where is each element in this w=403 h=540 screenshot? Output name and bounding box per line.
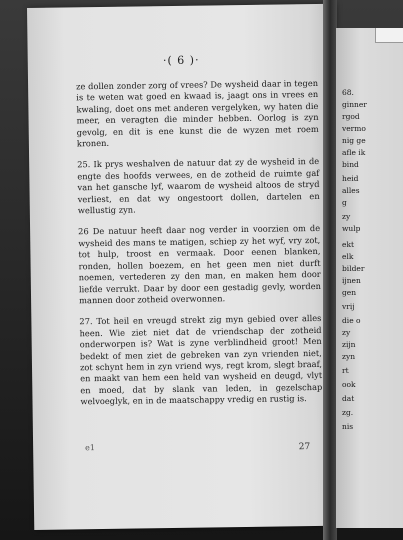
right-page-fragment: elk (342, 252, 354, 261)
right-page-fragment: rgod (342, 112, 360, 121)
page-footer-catchword: 27 (298, 442, 311, 453)
right-page-fragment: ook (342, 380, 356, 389)
right-page-fragment: alles (342, 186, 360, 195)
paragraph-25: 25. Ik prys weshalven de natuur dat zy de wysheid in de engte des hoofds verwees, en de zotheid de ruimte gaf van het gansche lyf, waarom de wysheid altoos de stryd verliest, en dat wy ongestoort dollen, dartelen en wellustig zyn. (77, 156, 320, 216)
right-page-fragment: die o (342, 316, 361, 325)
right-page-fragment: afle ik (342, 148, 366, 157)
page-footer-signature: e1 (85, 443, 96, 453)
page-corner (375, 28, 403, 43)
right-page-fragment: ekt (342, 240, 354, 249)
right-page-fragment: nis (342, 422, 354, 431)
page-body (76, 78, 323, 418)
right-page-fragment: zijn (342, 340, 356, 349)
right-page-fragment: 68. (342, 88, 354, 97)
right-page-fragment: gen (342, 288, 357, 297)
right-page-fragment: vrij (342, 302, 355, 311)
right-page-fragment: g (342, 198, 347, 207)
right-page-fragment: ginner (342, 100, 367, 109)
right-page-fragment: rt (342, 366, 349, 375)
paragraph-1: ze dollen zonder zorg of vrees? De wysheid daar in tegen is te weten wat goed en kwaad is, jaagt ons in vrees en kwaling, doet ons met anderen vergelyken, wy haten die meer, en veragten die minder hebben. Oorlog is zyn gevolg, en dit is ene kunst die de wyzen met roem kronen. (76, 77, 319, 149)
right-page-fragment: zg. (342, 408, 354, 417)
book-gutter (323, 0, 337, 540)
right-page-fragment: dat (342, 394, 355, 403)
right-page-fragment: nig ge (342, 136, 366, 145)
right-page-fragment: bilder (342, 264, 365, 273)
paragraph-26: 26 De natuur heeft daar nog verder in voorzien om de wysheid des mans te matigen, schiep zy het wyf, vry zot, tot hulp, troost en vermaak. Door eenen blanken, ronden, hollen boezem, en het geen men niet durft noemen, vertederen zy den man, en maken hem door liefde verrukt. Daar by door een gestadig gevly, worden mannen door zotheid overwonnen. (78, 223, 321, 306)
right-page-fragment: wulp (342, 224, 361, 233)
right-page-fragment: ijnen (342, 276, 361, 285)
right-page-fragment: bind (342, 160, 359, 169)
page-number-header: ·( 6 )· (162, 53, 200, 68)
right-page-fragment: zyn (342, 352, 356, 361)
right-page-fragment: zy (342, 328, 351, 337)
right-page-fragment: heid (342, 174, 359, 183)
right-page-fragment: vermo (342, 124, 366, 133)
right-page-fragment: zy (342, 212, 351, 221)
book-page-left (27, 4, 341, 530)
paragraph-27: 27. Tot heil en vreugd strekt zig myn gebied over alles heen. Wie ziet niet dat de vriendschap der zotheid onderworpen is? Wat is zyne verblindheid groot! Men bedekt of men ziet de gebreken van zyn vrienden niet, zot schynt hem in zyn vriend wys, regt krom, slegt braaf, en maakt van hem een held van wysheid en deugd, vlyt en moed, dat by slank van leden, in gezelschap welvoeglyk, en in de maatschappy vredig en rustig is. (79, 313, 323, 407)
book-page-right (336, 28, 403, 528)
